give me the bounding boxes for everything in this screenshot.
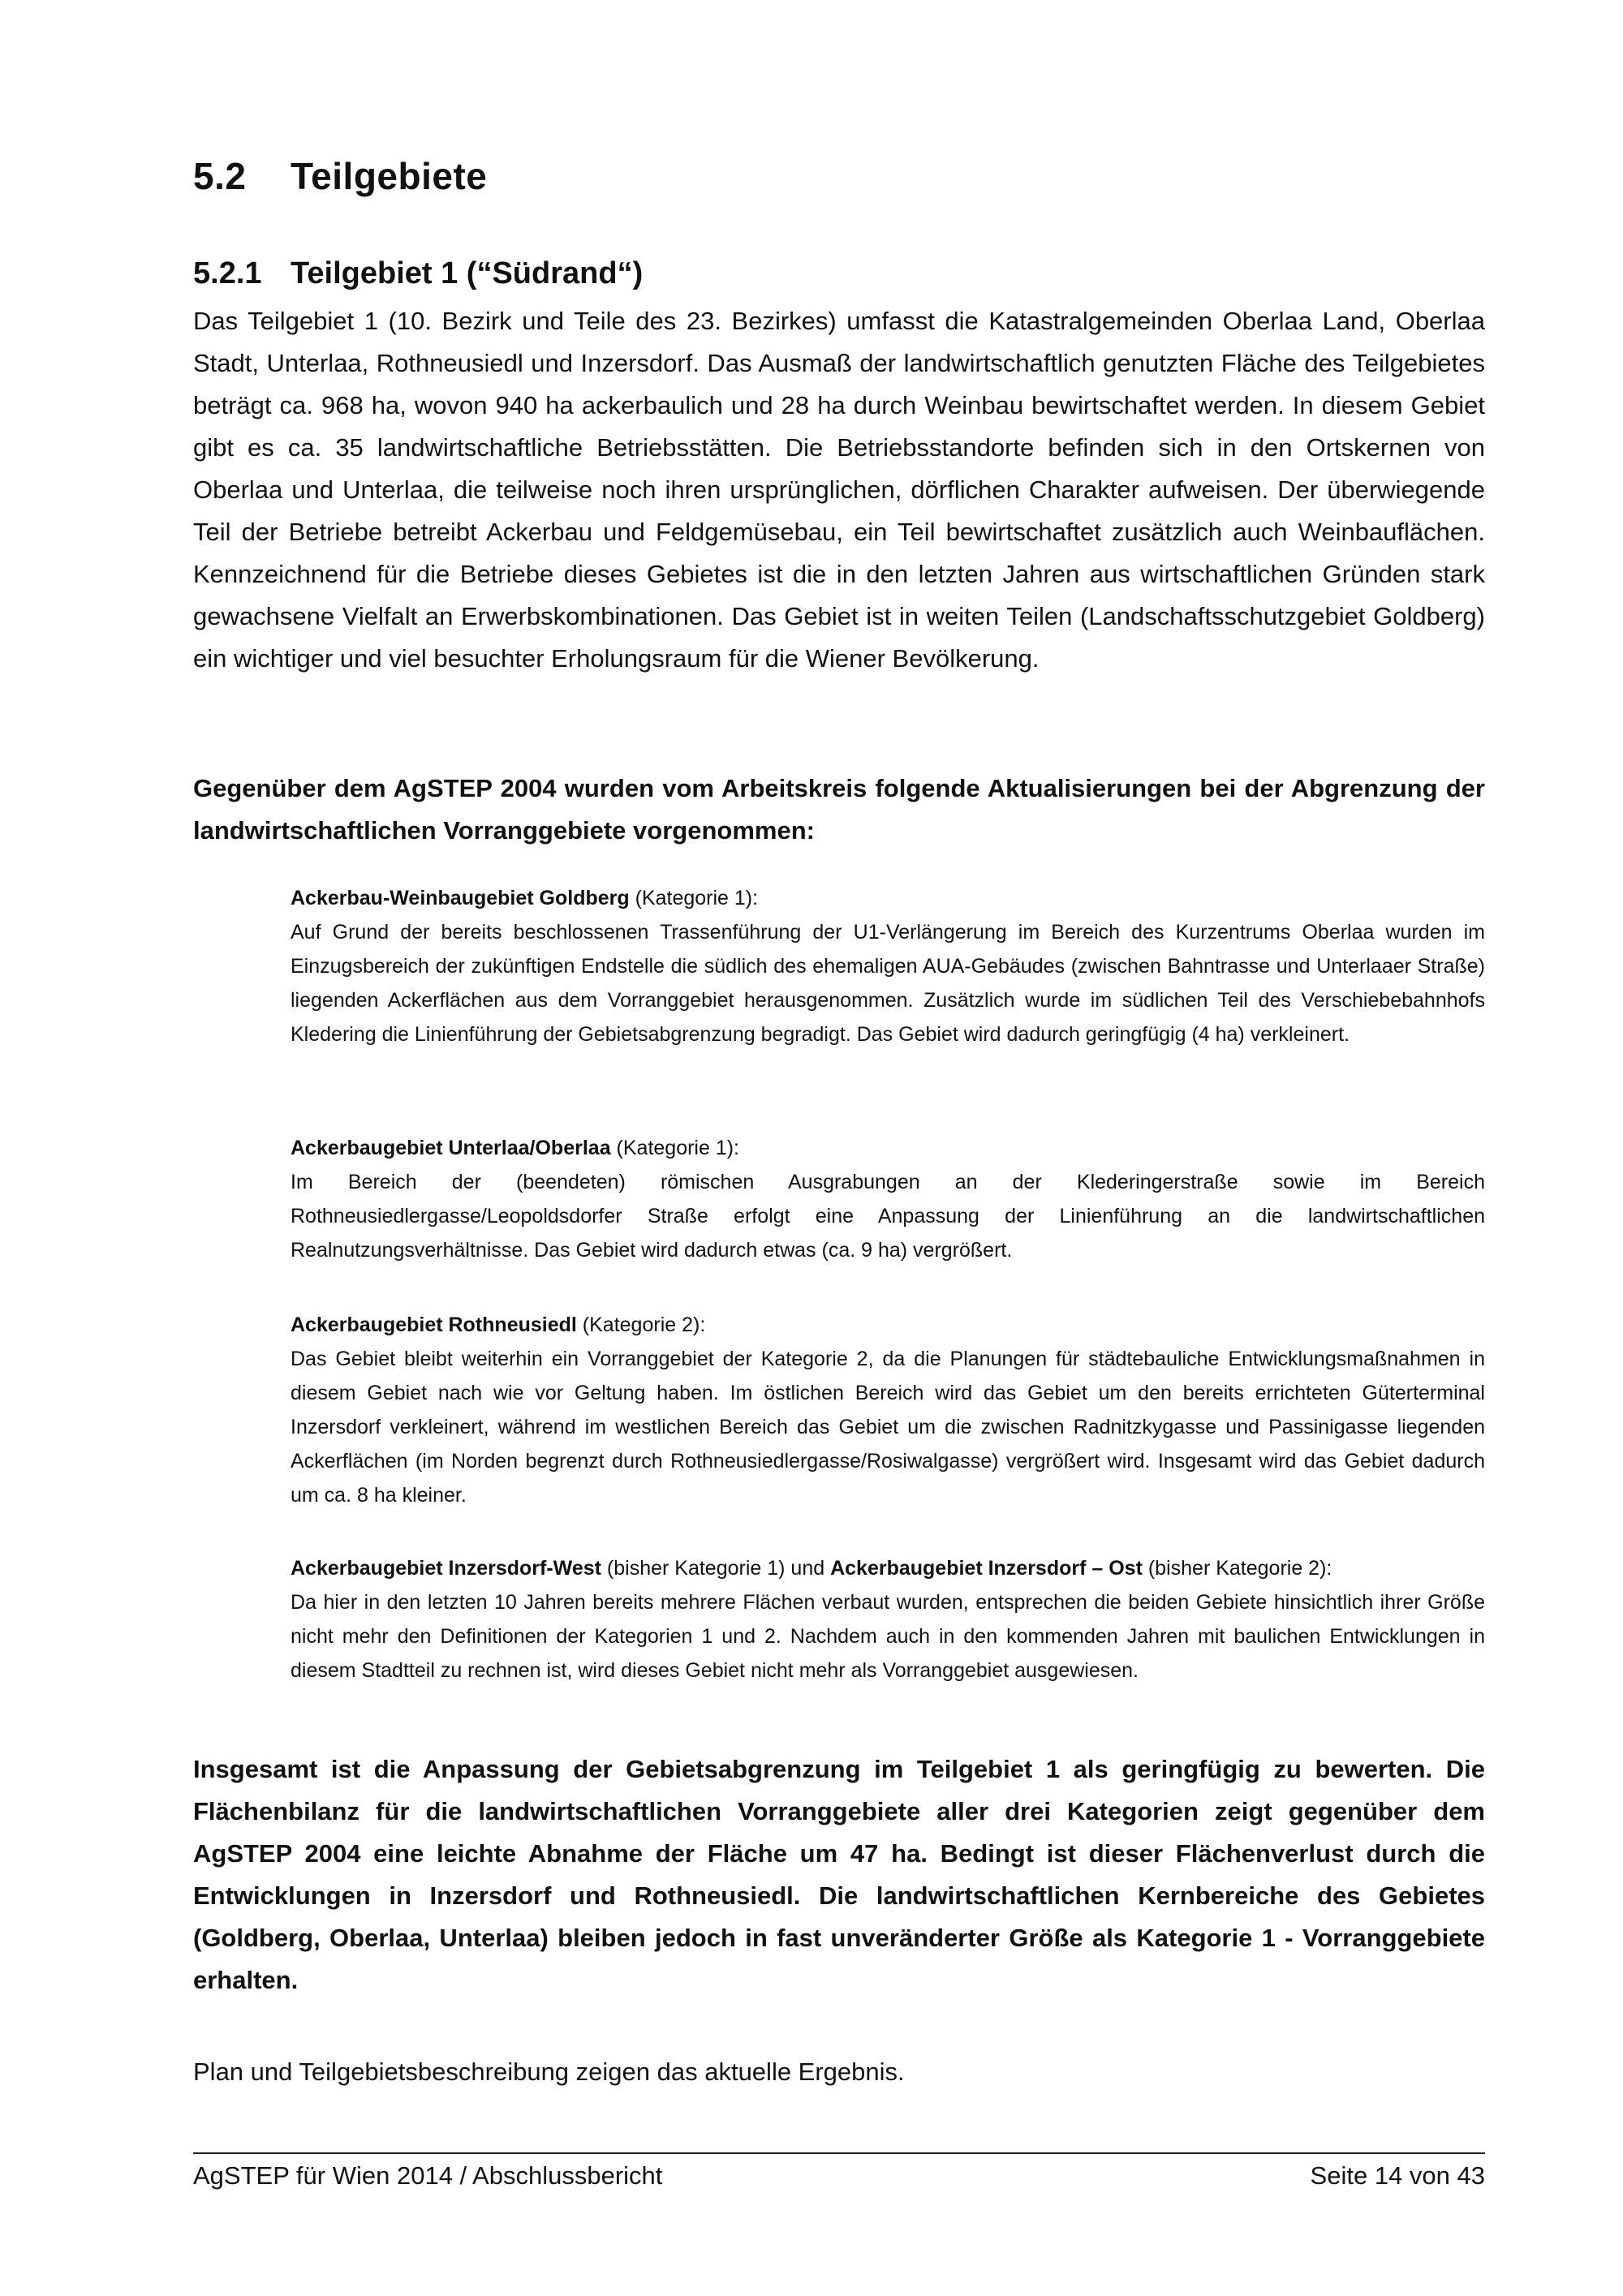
intro-paragraph: Das Teilgebiet 1 (10. Bezirk und Teile des 23. Bezirkes) umfasst die Katastralgemeinden Oberlaa Land, Oberlaa Stadt, Unterlaa, Rothneusiedl und Inzersdorf. Das Ausmaß der landwirtschaftlich genutzten Fläche des Teilgebietes beträgt ca. 968 ha, wovon 940 ha ackerbaulich und 28 ha durch Weinbau bewirtschaftet werden. In diesem Gebiet gibt es ca. 35 landwirtschaftliche Betriebsstätten. Die Betriebsstandorte befinden sich in den Ortskernen von Oberlaa und Unterlaa, die teilweise noch ihren ursprünglichen, dörflichen Charakter aufweisen. Der überwiegende Teil der Betriebe betreibt Ackerbau und Feldgemüsebau, ein Teil bewirtschaftet zusätzlich auch Weinbauflächen. Kennzeichnend für die Betriebe dieses Gebietes ist die in den letzten Jahren aus wirtschaftlichen Gründen stark gewachsene Vielfalt an Erwerbskombinationen. Das Gebiet ist in weiten Teilen (Landschaftsschutzgebiet Goldberg) ein wichtiger und viel besuchter Erholungsraum für die Wiener Bevölkerung. bbox=[193, 307, 1485, 673]
section-heading bbox=[193, 154, 487, 198]
area-item-category: (Kategorie 1): bbox=[610, 1137, 740, 1159]
area-item-title: Ackerbau-Weinbaugebiet Goldberg bbox=[291, 887, 630, 909]
area-item-category: (Kategorie 1): bbox=[629, 887, 759, 909]
section-title: Teilgebiete bbox=[291, 155, 488, 197]
area-item-title: Ackerbaugebiet Rothneusiedl bbox=[291, 1314, 577, 1336]
area-item-text: Im Bereich der (beendeten) römischen Ausgrabungen an der Klederingerstraße sowie im Bereich Rothneusiedlergasse/Leopoldsdorfer Straße erfolgt eine Anpassung der Linienführung an die landwirtschaftlichen Realnutzungsverhältnisse. Das Gebiet wird dadurch etwas (ca. 9 ha) vergrößert. bbox=[291, 1171, 1485, 1262]
page-footer bbox=[193, 2161, 1485, 2191]
subsection-heading bbox=[193, 256, 643, 291]
area-item-title: Ackerbaugebiet Inzersdorf-West bbox=[291, 1557, 601, 1580]
summary-paragraph: Insgesamt ist die Anpassung der Gebietsabgrenzung im Teilgebiet 1 als geringfügig zu bewerten. Die Flächenbilanz für die landwirtschaftlichen Vorranggebiete aller drei Kategorien zeigt gegenüber dem AgSTEP 2004 eine leichte Abnahme der Fläche um 47 ha. Bedingt ist dieser Flächenverlust durch die Entwicklungen in Inzersdorf und Rothneusiedl. Die landwirtschaftlichen Kernbereiche des Gebietes (Goldberg, Oberlaa, Unterlaa) bleiben jedoch in fast unveränderter Größe als Kategorie 1 - Vorranggebiete erhalten. bbox=[193, 1755, 1485, 1994]
area-item-inzersdorf bbox=[291, 1551, 1485, 1688]
subsection-number: 5.2.1 bbox=[193, 256, 262, 290]
area-item-category-2: (bisher Kategorie 2): bbox=[1142, 1557, 1332, 1580]
area-item-unterlaa-oberlaa bbox=[291, 1131, 1485, 1267]
closing-paragraph: Plan und Teilgebietsbeschreibung zeigen das aktuelle Ergebnis. bbox=[193, 2057, 905, 2086]
subsection-title: Teilgebiet 1 (“Südrand“) bbox=[291, 256, 644, 290]
area-item-goldberg bbox=[291, 881, 1485, 1051]
area-item-category: (Kategorie 2): bbox=[576, 1314, 706, 1336]
lead-paragraph: Gegenüber dem AgSTEP 2004 wurden vom Arbeitskreis folgende Aktualisierungen bei der Abgrenzung der landwirtschaftlichen Vorranggebiete vorgenommen: bbox=[193, 774, 1485, 845]
area-item-category: (bisher Kategorie 1) und bbox=[601, 1557, 831, 1580]
area-item-text: Da hier in den letzten 10 Jahren bereits mehrere Flächen verbaut wurden, entsprechen die beiden Gebiete hinsichtlich ihrer Größe nicht mehr den Definitionen der Kategorien 1 und 2. Nachdem auch in den kommenden Jahren mit baulichen Entwicklungen in diesem Stadtteil zu rechnen ist, wird dieses Gebiet nicht mehr als Vorranggebiet ausgewiesen. bbox=[291, 1591, 1485, 1682]
section-number: 5.2 bbox=[193, 155, 247, 197]
footer-document-title: AgSTEP für Wien 2014 / Abschlussbericht bbox=[193, 2161, 663, 2190]
footer-page-number: Seite 14 von 43 bbox=[1310, 2161, 1485, 2190]
area-item-title: Ackerbaugebiet Unterlaa/Oberlaa bbox=[291, 1137, 611, 1159]
area-item-text: Das Gebiet bleibt weiterhin ein Vorranggebiet der Kategorie 2, da die Planungen für städtebauliche Entwicklungsmaßnahmen in diesem Gebiet nach wie vor Geltung haben. Im östlichen Bereich wird das Gebiet um den bereits errichteten Güterterminal Inzersdorf verkleinert, während im westlichen Bereich das Gebiet um die zwischen Radnitzkygasse und Passinigasse liegenden Ackerflächen (im Norden begrenzt durch Rothneusiedlergasse/Rosiwalgasse) vergrößert wird. Insgesamt wird das Gebiet dadurch um ca. 8 ha kleiner. bbox=[291, 1348, 1485, 1507]
area-item-rothneusiedl bbox=[291, 1308, 1485, 1512]
footer-divider bbox=[193, 2152, 1485, 2154]
area-item-title-2: Ackerbaugebiet Inzersdorf – Ost bbox=[830, 1557, 1143, 1580]
area-item-text: Auf Grund der bereits beschlossenen Trassenführung der U1-Verlängerung im Bereich des Kurzentrums Oberlaa wurden im Einzugsbereich der zukünftigen Endstelle die südlich des ehemaligen AUA-Gebäudes (zwischen Bahntrasse und Unterlaaer Straße) liegenden Ackerflächen aus dem Vorranggebiet herausgenommen. Zusätzlich wurde im südlichen Teil des Verschiebebahnhofs Kledering die Linienführung der Gebietsabgrenzung begradigt. Das Gebiet wird dadurch geringfügig (4 ha) verkleinert. bbox=[291, 921, 1485, 1046]
